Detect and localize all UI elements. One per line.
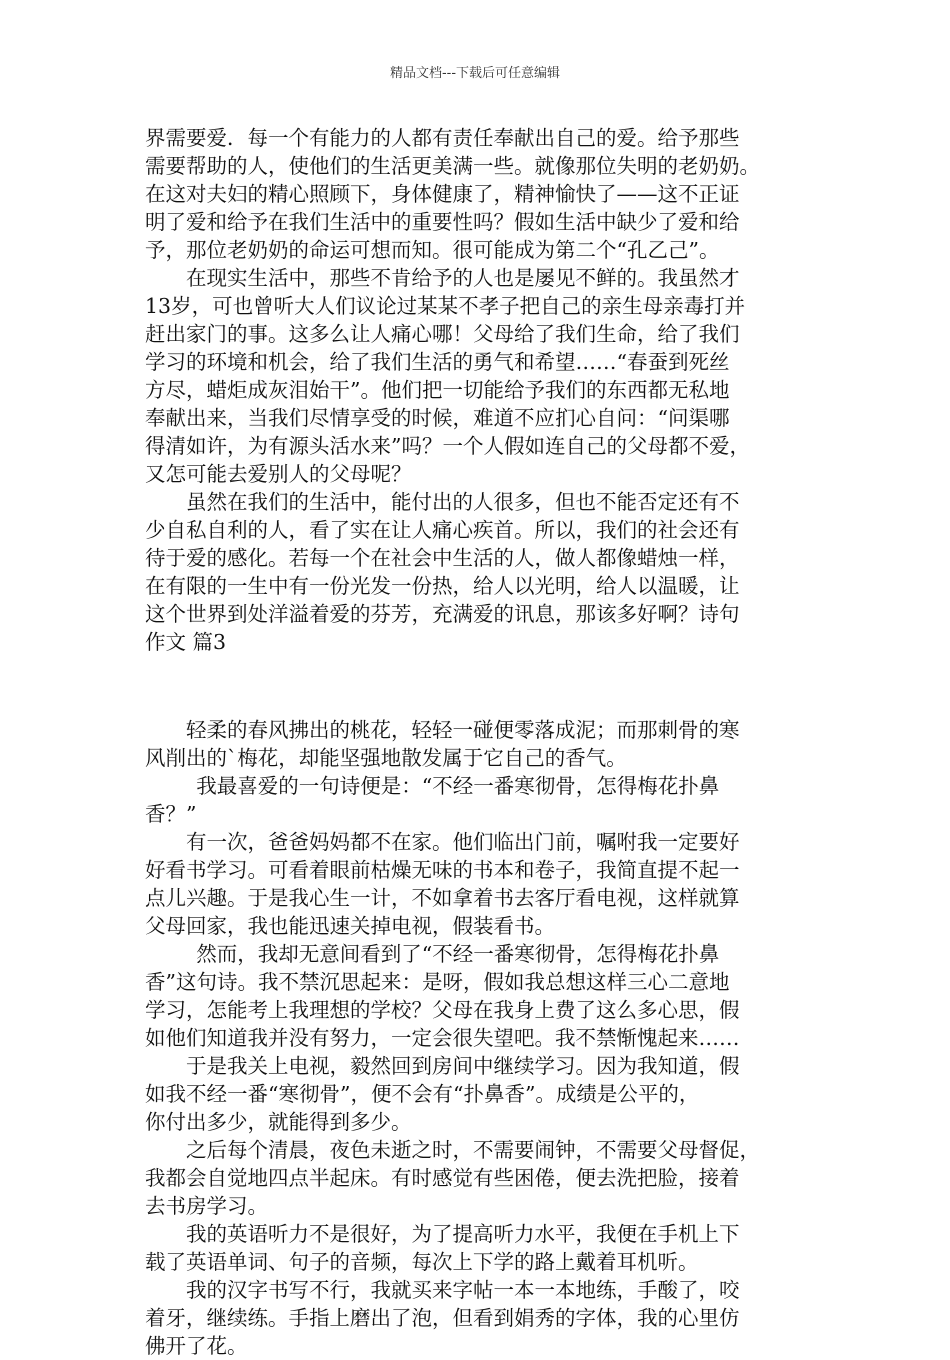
- text-line: 奉献出来，当我们尽情享受的时候，难道不应扪心自问：“问渠哪: [145, 406, 730, 430]
- text-line: 少自私自利的人，看了实在让人痛心疾首。所以，我们的社会还有: [145, 518, 740, 542]
- page-header: 精品文档---下载后可任意编辑: [389, 66, 561, 81]
- text-line: 你付出多少，就能得到多少。: [145, 1110, 412, 1134]
- text-line: 方尽，蜡炬成灰泪始干”。他们把一切能给予我们的东西都无私地: [145, 378, 730, 402]
- paragraph: [145, 1276, 817, 1360]
- text-line: 之后每个清晨，夜色未逝之时，不需要闹钟，不需要父母督促，: [186, 1138, 760, 1162]
- text-line: 作文 篇3: [145, 630, 227, 654]
- text-line: 明了爱和给予在我们生活中的重要性吗？假如生活中缺少了爱和给: [145, 210, 740, 234]
- text-line: 好看书学习。可看着眼前枯燥无味的书本和卷子，我简直提不起一: [145, 858, 740, 882]
- text-line: 佛开了花。: [145, 1334, 248, 1358]
- text-line: 在现实生活中，那些不肯给予的人也是屡见不鲜的。我虽然才: [186, 266, 740, 290]
- paragraph: [145, 124, 817, 264]
- paragraph: [145, 1052, 817, 1136]
- text-line: 这个世界到处洋溢着爱的芬芳，充满爱的讯息，那该多好啊？诗句: [145, 602, 740, 626]
- text-line: 又怎可能去爱别人的父母呢？: [145, 462, 412, 486]
- text-line: 如我不经一番“寒彻骨”，便不会有“扑鼻香”。成绩是公平的，: [145, 1082, 700, 1106]
- document-body: [145, 124, 817, 1360]
- text-line: 风削出的`梅花，却能坚强地散发属于它自己的香气。: [145, 746, 627, 770]
- paragraph: [145, 1136, 817, 1220]
- text-line: 需要帮助的人，使他们的生活更美满一些。就像那位失明的老奶奶。: [145, 154, 760, 178]
- text-line: 父母回家，我也能迅速关掉电视，假装看书。: [145, 914, 555, 938]
- paragraph: [145, 264, 817, 488]
- text-line: 学习，怎能考上我理想的学校？父母在我身上费了这么多心思，假: [145, 998, 740, 1022]
- text-line: 于是我关上电视，毅然回到房间中继续学习。因为我知道，假: [186, 1054, 740, 1078]
- text-line: 有一次，爸爸妈妈都不在家。他们临出门前，嘱咐我一定要好: [186, 830, 740, 854]
- text-line: 虽然在我们的生活中，能付出的人很多，但也不能否定还有不: [186, 490, 740, 514]
- paragraph: [145, 716, 817, 772]
- text-line: 香”这句诗。我不禁沉思起来：是呀，假如我总想这样三心二意地: [145, 970, 730, 994]
- text-line: 我都会自觉地四点半起床。有时感觉有些困倦，便去洗把脸，接着: [145, 1166, 740, 1190]
- text-line: 香？”: [145, 802, 197, 826]
- text-line: 在这对夫妇的精心照顾下，身体健康了，精神愉快了——这不正证: [145, 182, 740, 206]
- text-line: 点儿兴趣。于是我心生一计，不如拿着书去客厅看电视，这样就算: [145, 886, 740, 910]
- text-line: 如他们知道我并没有努力，一定会很失望吧。我不禁惭愧起来……: [145, 1026, 740, 1050]
- text-line: 13岁，可也曾听大人们议论过某某不孝子把自己的亲生母亲毒打并: [145, 294, 746, 318]
- paragraph: [145, 488, 817, 656]
- text-line: 得清如许，为有源头活水来”吗？一个人假如连自己的父母都不爱，: [145, 434, 750, 458]
- paragraph: [145, 772, 817, 828]
- text-line: 界需要爱．每一个有能力的人都有责任奉献出自己的爱。给予那些: [145, 126, 740, 150]
- text-line: 轻柔的春风拂出的桃花，轻轻一碰便零落成泥；而那刺骨的寒: [186, 718, 740, 742]
- paragraph: [145, 1220, 817, 1276]
- text-line: 赶出家门的事。这多么让人痛心哪！父母给了我们生命，给了我们: [145, 322, 740, 346]
- section-gap: [145, 656, 817, 716]
- text-line: 我的汉字书写不行，我就买来字帖一本一本地练，手酸了，咬: [186, 1278, 740, 1302]
- text-line: 予，那位老奶奶的命运可想而知。很可能成为第二个“孔乙己”。: [145, 238, 720, 262]
- text-line: 载了英语单词、句子的音频，每次上下学的路上戴着耳机听。: [145, 1250, 699, 1274]
- text-line: 学习的环境和机会，给了我们生活的勇气和希望……“春蚕到死丝: [145, 350, 730, 374]
- text-line: 然而，我却无意间看到了“不经一番寒彻骨，怎得梅花扑鼻: [196, 942, 720, 966]
- text-line: 着牙，继续练。手指上磨出了泡，但看到娟秀的字体，我的心里仿: [145, 1306, 740, 1330]
- text-line: 在有限的一生中有一份光发一份热，给人以光明，给人以温暖，让: [145, 574, 740, 598]
- text-line: 待于爱的感化。若每一个在社会中生活的人，做人都像蜡烛一样，: [145, 546, 740, 570]
- paragraph: [145, 828, 817, 940]
- text-line: 去书房学习。: [145, 1194, 268, 1218]
- text-line: 我最喜爱的一句诗便是：“不经一番寒彻骨，怎得梅花扑鼻: [196, 774, 720, 798]
- paragraph: [145, 940, 817, 1052]
- text-line: 我的英语听力不是很好，为了提高听力水平，我便在手机上下: [186, 1222, 740, 1246]
